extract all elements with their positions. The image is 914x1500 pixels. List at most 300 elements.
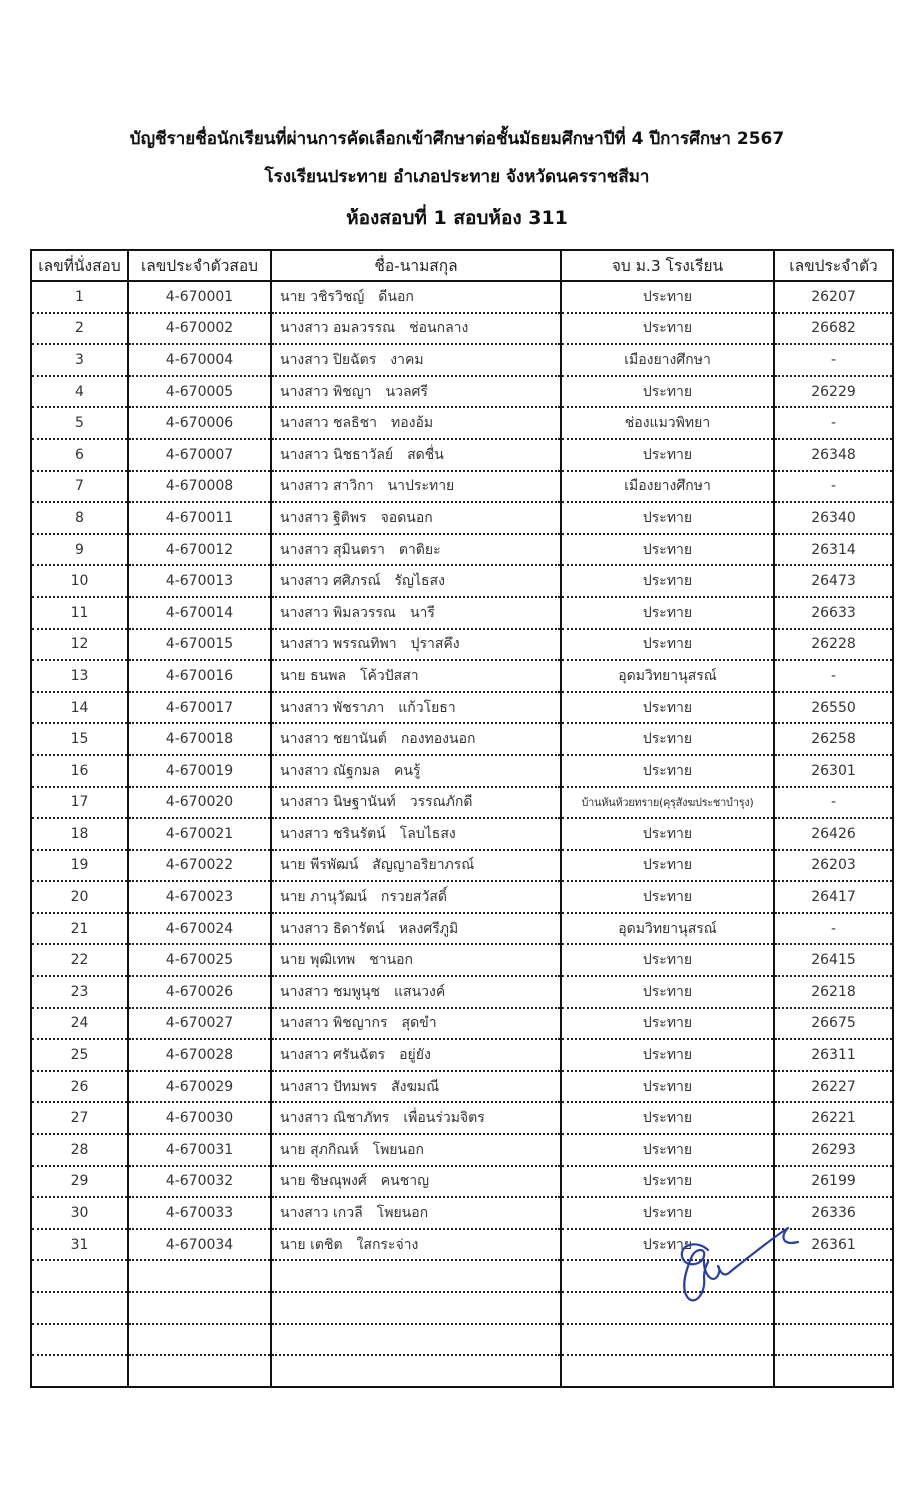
name-prefix: นางสาว xyxy=(280,351,329,368)
name-prefix: นางสาว xyxy=(280,1015,329,1032)
seat-number-cell: 14 xyxy=(31,692,128,724)
empty-table-row xyxy=(31,1324,893,1356)
exam-id-cell: 4-670001 xyxy=(128,281,271,313)
name-prefix: นางสาว xyxy=(280,731,329,748)
seat-number-cell: 11 xyxy=(31,597,128,629)
table-row xyxy=(31,439,893,471)
previous-school-cell: เมืองยางศึกษา xyxy=(561,471,774,503)
name-prefix: นางสาว xyxy=(280,1078,329,1095)
table-row xyxy=(31,755,893,787)
last-name: เพื่อนร่วมจิตร xyxy=(403,1110,485,1127)
previous-school-cell: บ้านหันห้วยทราย(คุรุสังฆประชาบำรุง) xyxy=(561,787,774,819)
previous-school-cell: ประทาย xyxy=(561,944,774,976)
empty-cell xyxy=(31,1260,128,1292)
seat-number-cell: 27 xyxy=(31,1102,128,1134)
empty-cell xyxy=(561,1324,774,1356)
last-name: สังฆมณี xyxy=(391,1078,440,1095)
last-name: ปุราสคึง xyxy=(410,636,460,653)
name-prefix: นางสาว xyxy=(280,983,329,1000)
seat-number-cell: 19 xyxy=(31,850,128,882)
name-prefix: นางสาว xyxy=(280,573,329,590)
empty-cell xyxy=(774,1324,893,1356)
exam-id-cell: 4-670008 xyxy=(128,471,271,503)
student-id-cell: 26550 xyxy=(774,692,893,724)
previous-school-cell: ประทาย xyxy=(561,881,774,913)
full-name-cell xyxy=(271,1039,561,1071)
full-name-cell xyxy=(271,471,561,503)
header-seat-number: เลขที่นั่งสอบ xyxy=(31,250,128,281)
full-name-cell xyxy=(271,1102,561,1134)
seat-number-cell: 28 xyxy=(31,1134,128,1166)
seat-number-cell: 4 xyxy=(31,376,128,408)
header-exam-id: เลขประจำตัวสอบ xyxy=(128,250,271,281)
full-name-cell xyxy=(271,1134,561,1166)
seat-number-cell: 24 xyxy=(31,1008,128,1040)
seat-number-cell: 12 xyxy=(31,629,128,661)
name-prefix: นางสาว xyxy=(280,636,329,653)
empty-cell xyxy=(774,1355,893,1387)
name-prefix: นาย xyxy=(280,1236,306,1253)
table-row xyxy=(31,344,893,376)
previous-school-cell: ประทาย xyxy=(561,1134,774,1166)
seat-number-cell: 26 xyxy=(31,1071,128,1103)
previous-school-cell: ประทาย xyxy=(561,629,774,661)
name-prefix: นางสาว xyxy=(280,320,329,337)
first-name: พิชญากร xyxy=(333,1015,388,1032)
previous-school-cell: ช่องแมวพิทยา xyxy=(561,407,774,439)
empty-cell xyxy=(271,1292,561,1324)
table-row xyxy=(31,471,893,503)
seat-number-cell: 22 xyxy=(31,944,128,976)
full-name-cell xyxy=(271,660,561,692)
last-name: โพยนอก xyxy=(376,1205,429,1222)
first-name: ศศิภรณ์ xyxy=(333,573,381,590)
previous-school-cell: ประทาย xyxy=(561,565,774,597)
name-prefix: นางสาว xyxy=(280,762,329,779)
last-name: กองทองนอก xyxy=(400,731,476,748)
student-id-cell: 26336 xyxy=(774,1197,893,1229)
previous-school-cell: ประทาย xyxy=(561,1039,774,1071)
student-id-cell: 26473 xyxy=(774,565,893,597)
previous-school-cell: ประทาย xyxy=(561,313,774,345)
student-roster-table xyxy=(30,249,894,1388)
previous-school-cell: อุดมวิทยานุสรณ์ xyxy=(561,660,774,692)
first-name: ชลธิชา xyxy=(333,415,377,432)
exam-id-cell: 4-670021 xyxy=(128,818,271,850)
exam-id-cell: 4-670025 xyxy=(128,944,271,976)
last-name: นาประทาย xyxy=(387,478,455,495)
school-location: โรงเรียนประทาย อำเภอประทาย จังหวัดนครราชสีมา xyxy=(264,167,650,187)
table-row xyxy=(31,1039,893,1071)
exam-id-cell: 4-670005 xyxy=(128,376,271,408)
exam-id-cell: 4-670012 xyxy=(128,534,271,566)
table-row xyxy=(31,1008,893,1040)
last-name: หลงศรีภูมิ xyxy=(398,920,459,937)
previous-school-cell: อุดมวิทยานุสรณ์ xyxy=(561,913,774,945)
empty-table-row xyxy=(31,1355,893,1387)
student-id-cell: 26229 xyxy=(774,376,893,408)
name-prefix: นางสาว xyxy=(280,446,329,463)
exam-id-cell: 4-670018 xyxy=(128,723,271,755)
table-row xyxy=(31,376,893,408)
first-name: ณัฐกมล xyxy=(333,762,380,779)
previous-school-cell: ประทาย xyxy=(561,1197,774,1229)
exam-id-cell: 4-670032 xyxy=(128,1166,271,1198)
name-prefix: นางสาว xyxy=(280,1205,329,1222)
name-prefix: นางสาว xyxy=(280,383,329,400)
name-prefix: นาย xyxy=(280,667,306,684)
table-row xyxy=(31,881,893,913)
seat-number-cell: 13 xyxy=(31,660,128,692)
empty-cell xyxy=(561,1292,774,1324)
exam-id-cell: 4-670026 xyxy=(128,976,271,1008)
seat-number-cell: 23 xyxy=(31,976,128,1008)
seat-number-cell: 9 xyxy=(31,534,128,566)
empty-cell xyxy=(774,1292,893,1324)
first-name: พิมลวรรณ xyxy=(333,604,396,621)
last-name: สุดขำ xyxy=(401,1015,437,1032)
full-name-cell xyxy=(271,407,561,439)
full-name-cell xyxy=(271,692,561,724)
first-name: พรรณทิพา xyxy=(333,636,397,653)
table-row xyxy=(31,850,893,882)
table-row xyxy=(31,565,893,597)
first-name: สาวิกา xyxy=(333,478,374,495)
table-row xyxy=(31,976,893,1008)
table-row xyxy=(31,502,893,534)
first-name: พีรพัฒน์ xyxy=(310,857,359,874)
first-name: วชิรวิชญ์ xyxy=(310,288,365,305)
empty-cell xyxy=(128,1260,271,1292)
exam-id-cell: 4-670014 xyxy=(128,597,271,629)
seat-number-cell: 18 xyxy=(31,818,128,850)
table-row xyxy=(31,913,893,945)
first-name: ชรินรัตน์ xyxy=(333,825,386,842)
previous-school-cell: ประทาย xyxy=(561,534,774,566)
empty-table-row xyxy=(31,1292,893,1324)
last-name: ตาติยะ xyxy=(398,541,441,558)
name-prefix: นางสาว xyxy=(280,478,329,495)
name-prefix: นางสาว xyxy=(280,699,329,716)
seat-number-cell: 25 xyxy=(31,1039,128,1071)
full-name-cell xyxy=(271,502,561,534)
empty-cell xyxy=(561,1355,774,1387)
full-name-cell xyxy=(271,439,561,471)
table-body xyxy=(31,281,893,1387)
full-name-cell xyxy=(271,344,561,376)
student-id-cell: - xyxy=(774,344,893,376)
exam-id-cell: 4-670006 xyxy=(128,407,271,439)
table-row xyxy=(31,1071,893,1103)
student-id-cell: - xyxy=(774,471,893,503)
last-name: สัญญาอริยาภรณ์ xyxy=(372,857,475,874)
full-name-cell xyxy=(271,565,561,597)
empty-cell xyxy=(31,1355,128,1387)
full-name-cell xyxy=(271,1008,561,1040)
empty-cell xyxy=(774,1260,893,1292)
previous-school-cell: ประทาย xyxy=(561,376,774,408)
seat-number-cell: 20 xyxy=(31,881,128,913)
student-id-cell: 26199 xyxy=(774,1166,893,1198)
seat-number-cell: 31 xyxy=(31,1229,128,1261)
exam-id-cell: 4-670027 xyxy=(128,1008,271,1040)
student-id-cell: 26228 xyxy=(774,629,893,661)
previous-school-cell: ประทาย xyxy=(561,818,774,850)
exam-id-cell: 4-670031 xyxy=(128,1134,271,1166)
last-name: รัญไธสง xyxy=(394,573,445,590)
full-name-cell xyxy=(271,281,561,313)
full-name-cell xyxy=(271,597,561,629)
first-name: สุมินตรา xyxy=(333,541,385,558)
full-name-cell xyxy=(271,881,561,913)
name-prefix: นางสาว xyxy=(280,541,329,558)
student-id-cell: 26314 xyxy=(774,534,893,566)
seat-number-cell: 16 xyxy=(31,755,128,787)
name-prefix: นางสาว xyxy=(280,509,329,526)
document-header xyxy=(0,124,914,236)
exam-id-cell: 4-670033 xyxy=(128,1197,271,1229)
seat-number-cell: 8 xyxy=(31,502,128,534)
exam-id-cell: 4-670015 xyxy=(128,629,271,661)
exam-id-cell: 4-670011 xyxy=(128,502,271,534)
last-name: โลบไธสง xyxy=(399,825,456,842)
last-name: จอดนอก xyxy=(380,509,433,526)
exam-id-cell: 4-670034 xyxy=(128,1229,271,1261)
previous-school-cell: เมืองยางศึกษา xyxy=(561,344,774,376)
exam-id-cell: 4-670017 xyxy=(128,692,271,724)
student-id-cell: - xyxy=(774,787,893,819)
previous-school-cell: ประทาย xyxy=(561,692,774,724)
exam-id-cell: 4-670024 xyxy=(128,913,271,945)
first-name: เกวลี xyxy=(333,1205,363,1222)
first-name: ปิยฉัตร xyxy=(333,351,377,368)
previous-school-cell: ประทาย xyxy=(561,1166,774,1198)
exam-id-cell: 4-670019 xyxy=(128,755,271,787)
table-row xyxy=(31,1229,893,1261)
full-name-cell xyxy=(271,787,561,819)
seat-number-cell: 30 xyxy=(31,1197,128,1229)
empty-table-row xyxy=(31,1260,893,1292)
table-row xyxy=(31,1166,893,1198)
student-id-cell: 26293 xyxy=(774,1134,893,1166)
empty-cell xyxy=(31,1324,128,1356)
first-name: ชิษณุพงศ์ xyxy=(310,1173,367,1190)
table-row xyxy=(31,818,893,850)
last-name: โค้วปัสสา xyxy=(360,667,419,684)
first-name: ชมพูนุช xyxy=(333,983,381,1000)
exam-id-cell: 4-670004 xyxy=(128,344,271,376)
student-id-cell: 26682 xyxy=(774,313,893,345)
full-name-cell xyxy=(271,818,561,850)
seat-number-cell: 1 xyxy=(31,281,128,313)
exam-id-cell: 4-670028 xyxy=(128,1039,271,1071)
table-row xyxy=(31,407,893,439)
previous-school-cell: ประทาย xyxy=(561,439,774,471)
full-name-cell xyxy=(271,723,561,755)
name-prefix: นางสาว xyxy=(280,1047,329,1064)
last-name: ดีนอก xyxy=(378,288,414,305)
seat-number-cell: 29 xyxy=(31,1166,128,1198)
table-row xyxy=(31,1197,893,1229)
last-name: งาคม xyxy=(390,351,424,368)
name-prefix: นางสาว xyxy=(280,920,329,937)
seat-number-cell: 6 xyxy=(31,439,128,471)
seat-number-cell: 17 xyxy=(31,787,128,819)
last-name: แสนวงค์ xyxy=(394,983,446,1000)
previous-school-cell: ประทาย xyxy=(561,1071,774,1103)
name-prefix: นางสาว xyxy=(280,825,329,842)
last-name: อยู่ยัง xyxy=(399,1047,431,1064)
table-row xyxy=(31,281,893,313)
full-name-cell xyxy=(271,313,561,345)
first-name: นิชธาวัลย์ xyxy=(333,446,394,463)
table-row xyxy=(31,787,893,819)
full-name-cell xyxy=(271,913,561,945)
first-name: พิชญา xyxy=(333,383,372,400)
table-row xyxy=(31,629,893,661)
empty-cell xyxy=(128,1324,271,1356)
student-id-cell: 26258 xyxy=(774,723,893,755)
student-id-cell: 26207 xyxy=(774,281,893,313)
name-prefix: นางสาว xyxy=(280,794,329,811)
table-row xyxy=(31,534,893,566)
first-name: พุฒิเทพ xyxy=(310,952,356,969)
table-header-row xyxy=(31,250,893,281)
first-name: ธนพล xyxy=(310,667,347,684)
seat-number-cell: 10 xyxy=(31,565,128,597)
header-previous-school: จบ ม.3 โรงเรียน xyxy=(561,250,774,281)
table-row xyxy=(31,660,893,692)
seat-number-cell: 7 xyxy=(31,471,128,503)
first-name: ณิชาภัทร xyxy=(333,1110,390,1127)
student-id-cell: - xyxy=(774,660,893,692)
empty-cell xyxy=(271,1324,561,1356)
name-prefix: นางสาว xyxy=(280,604,329,621)
exam-id-cell: 4-670022 xyxy=(128,850,271,882)
first-name: ภานุวัฒน์ xyxy=(310,889,367,906)
exam-id-cell: 4-670023 xyxy=(128,881,271,913)
empty-cell xyxy=(271,1260,561,1292)
name-prefix: นาย xyxy=(280,1173,306,1190)
table-row xyxy=(31,723,893,755)
seat-number-cell: 3 xyxy=(31,344,128,376)
full-name-cell xyxy=(271,944,561,976)
exam-id-cell: 4-670030 xyxy=(128,1102,271,1134)
header-student-id: เลขประจำตัว xyxy=(774,250,893,281)
first-name: ปัทมพร xyxy=(333,1078,378,1095)
last-name: วรรณภักดี xyxy=(409,794,473,811)
student-id-cell: 26415 xyxy=(774,944,893,976)
previous-school-cell: ประทาย xyxy=(561,755,774,787)
student-id-cell: 26348 xyxy=(774,439,893,471)
last-name: นารี xyxy=(409,604,435,621)
table-row xyxy=(31,692,893,724)
table-row xyxy=(31,1102,893,1134)
student-id-cell: 26361 xyxy=(774,1229,893,1261)
last-name: นวลศรี xyxy=(385,383,428,400)
name-prefix: นาย xyxy=(280,1141,306,1158)
student-id-cell: 26426 xyxy=(774,818,893,850)
previous-school-cell: ประทาย xyxy=(561,723,774,755)
previous-school-cell: ประทาย xyxy=(561,281,774,313)
name-prefix: นางสาว xyxy=(280,1110,329,1127)
name-prefix: นาย xyxy=(280,952,306,969)
exam-id-cell: 4-670020 xyxy=(128,787,271,819)
last-name: ชานอก xyxy=(369,952,414,969)
last-name: ใสกระจ่าง xyxy=(356,1236,419,1253)
name-prefix: นาย xyxy=(280,857,306,874)
full-name-cell xyxy=(271,376,561,408)
exam-id-cell: 4-670029 xyxy=(128,1071,271,1103)
last-name: แก้วโยธา xyxy=(398,699,456,716)
empty-cell xyxy=(561,1260,774,1292)
name-prefix: นางสาว xyxy=(280,415,329,432)
last-name: คนรู้ xyxy=(394,762,421,779)
last-name: โพยนอก xyxy=(372,1141,424,1158)
student-id-cell: 26203 xyxy=(774,850,893,882)
student-id-cell: 26675 xyxy=(774,1008,893,1040)
empty-cell xyxy=(271,1355,561,1387)
previous-school-cell: ประทาย xyxy=(561,502,774,534)
empty-cell xyxy=(31,1292,128,1324)
student-id-cell: 26301 xyxy=(774,755,893,787)
exam-room-title: ห้องสอบที่ 1 สอบห้อง 311 xyxy=(346,207,568,229)
full-name-cell xyxy=(271,755,561,787)
full-name-cell xyxy=(271,1166,561,1198)
last-name: กรวยสวัสดิ์ xyxy=(380,889,447,906)
first-name: ชยานันต์ xyxy=(333,731,387,748)
previous-school-cell: ประทาย xyxy=(561,976,774,1008)
student-id-cell: 26218 xyxy=(774,976,893,1008)
first-name: ศรันฉัตร xyxy=(333,1047,386,1064)
seat-number-cell: 2 xyxy=(31,313,128,345)
full-name-cell xyxy=(271,1071,561,1103)
first-name: ธิดารัตน์ xyxy=(333,920,385,937)
seat-number-cell: 21 xyxy=(31,913,128,945)
first-name: เตชิต xyxy=(310,1236,343,1253)
previous-school-cell: ประทาย xyxy=(561,1008,774,1040)
first-name: อมลวรรณ xyxy=(333,320,396,337)
last-name: ทองอ้ม xyxy=(391,415,434,432)
student-id-cell: 26311 xyxy=(774,1039,893,1071)
previous-school-cell: ประทาย xyxy=(561,1229,774,1261)
student-id-cell: 26417 xyxy=(774,881,893,913)
full-name-cell xyxy=(271,976,561,1008)
first-name: นิษฐานันท์ xyxy=(333,794,396,811)
full-name-cell xyxy=(271,629,561,661)
document-title: บัญชีรายชื่อนักเรียนที่ผ่านการคัดเลือกเข้าศึกษาต่อชั้นมัธยมศึกษาปีที่ 4 ปีการศึกษา 2567 xyxy=(129,129,785,149)
header-full-name: ชื่อ-นามสกุล xyxy=(271,250,561,281)
empty-cell xyxy=(128,1292,271,1324)
exam-id-cell: 4-670013 xyxy=(128,565,271,597)
exam-id-cell: 4-670016 xyxy=(128,660,271,692)
previous-school-cell: ประทาย xyxy=(561,597,774,629)
name-prefix: นาย xyxy=(280,288,306,305)
first-name: พัชราภา xyxy=(333,699,385,716)
table-row xyxy=(31,597,893,629)
student-id-cell: - xyxy=(774,407,893,439)
full-name-cell xyxy=(271,1197,561,1229)
last-name: ช่อนกลาง xyxy=(409,320,469,337)
last-name: สดชื่น xyxy=(407,446,444,463)
full-name-cell xyxy=(271,1229,561,1261)
full-name-cell xyxy=(271,534,561,566)
first-name: ฐิติพร xyxy=(333,509,367,526)
student-id-cell: 26340 xyxy=(774,502,893,534)
last-name: คนชาญ xyxy=(380,1173,429,1190)
student-id-cell: 26221 xyxy=(774,1102,893,1134)
table-row xyxy=(31,944,893,976)
